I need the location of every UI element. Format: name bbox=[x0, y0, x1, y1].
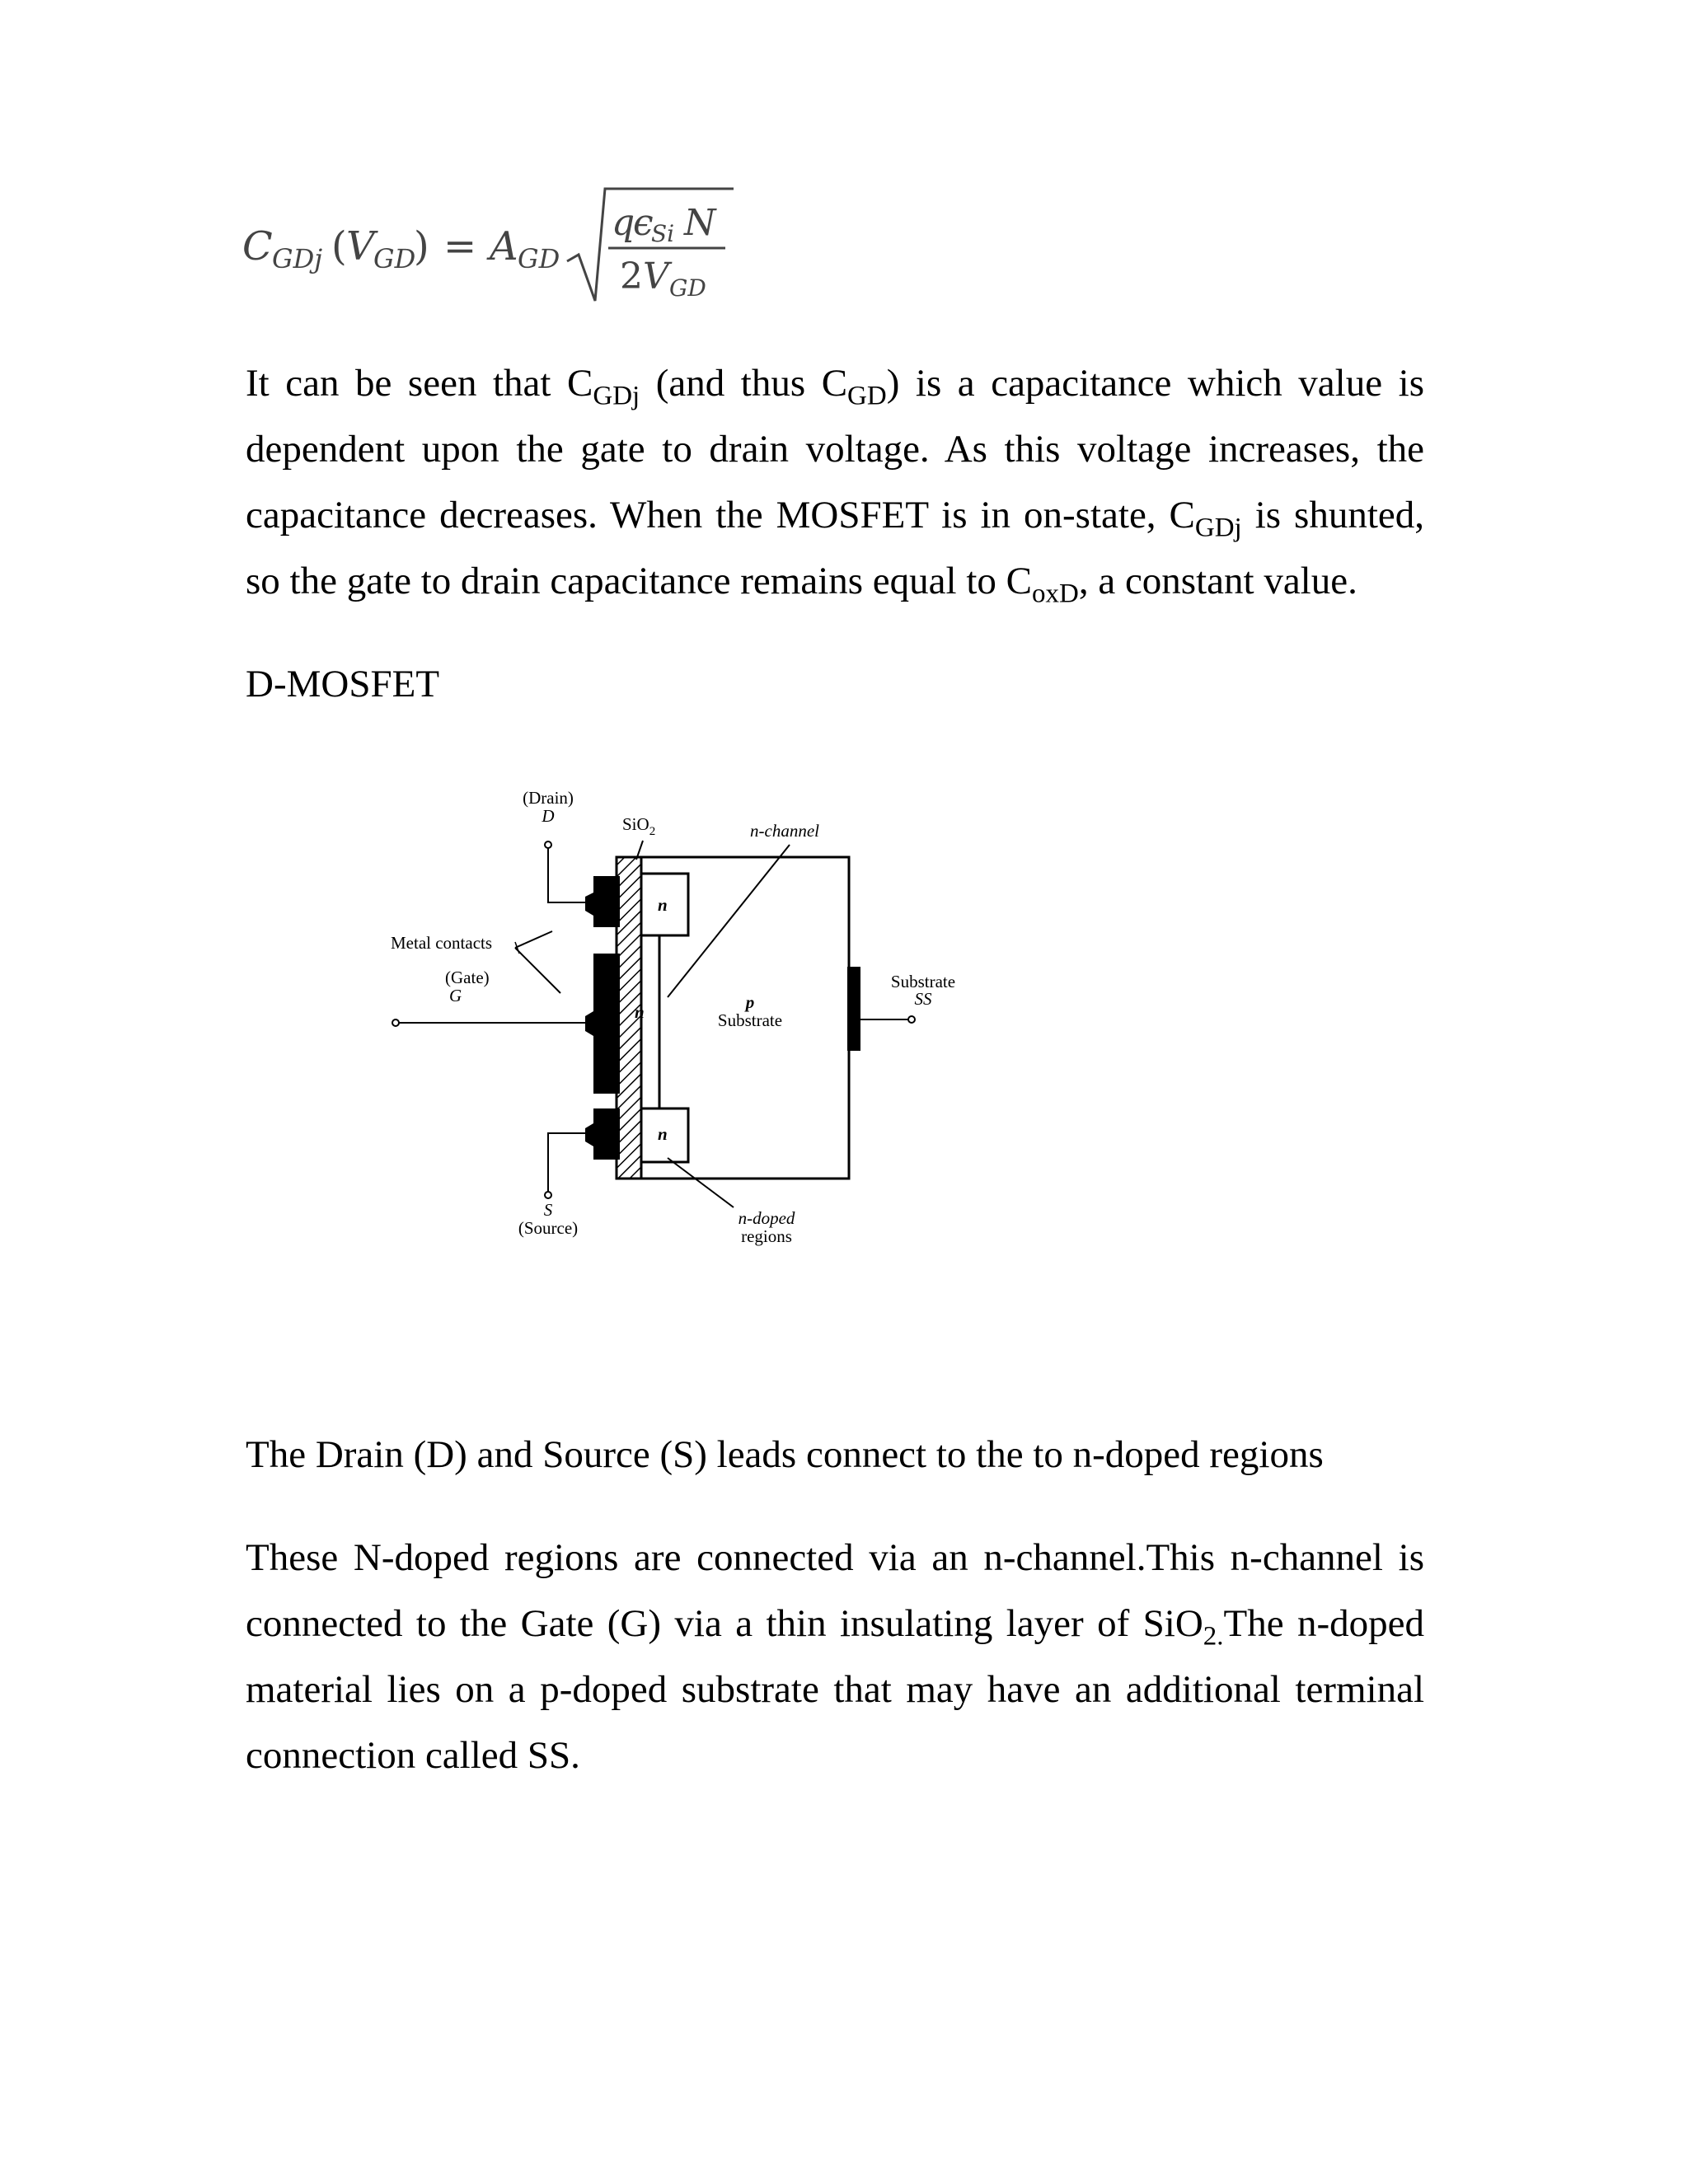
n-label-bottom: n bbox=[658, 1124, 668, 1144]
formula-a-symbol: A bbox=[490, 223, 518, 269]
formula-lhs-arg: V bbox=[346, 223, 375, 269]
n-label-middle: n bbox=[635, 1002, 645, 1022]
para1-text-5: , a constant value. bbox=[1078, 560, 1357, 602]
metal-contacts-label: Metal contacts bbox=[391, 933, 493, 953]
para1-text-1: It can be seen that C bbox=[246, 362, 593, 405]
para1-sub-2: GD bbox=[847, 381, 887, 411]
substrate-right-label: Substrate bbox=[890, 972, 956, 991]
paragraph-capacitance bbox=[246, 350, 1424, 614]
para3-sub-1: 2. bbox=[1203, 1621, 1224, 1652]
n-label-top: n bbox=[658, 895, 668, 915]
formula-den-two: 2 bbox=[620, 255, 643, 298]
n-channel-label: n-channel bbox=[750, 821, 819, 841]
substrate-metal-contact bbox=[847, 967, 860, 1051]
para1-text-2: (and thus C bbox=[640, 362, 848, 405]
drain-letter: D bbox=[542, 806, 555, 826]
svg-text:): ) bbox=[414, 223, 429, 269]
formula-num-q: q bbox=[612, 202, 635, 244]
para3-text-2: The n-doped material lies on a p-doped substrate that may have an additional terminal connection called SS. bbox=[246, 1602, 1424, 1777]
drain-lead bbox=[548, 848, 585, 902]
formula-den-v: V bbox=[643, 255, 669, 298]
sio2-label: SiO$_2$ bbox=[622, 814, 656, 838]
formula-num-eps: ϵ bbox=[633, 202, 654, 244]
formula-num-eps-sub: Si bbox=[651, 220, 675, 247]
ss-letter: SS bbox=[914, 989, 932, 1009]
drain-metal-contact bbox=[593, 876, 620, 927]
capacitance-formula bbox=[239, 185, 750, 309]
para1-sub-3: GDj bbox=[1194, 513, 1242, 543]
formula-num-n: N bbox=[684, 202, 716, 244]
gate-metal-contact bbox=[593, 954, 620, 1094]
source-metal-contact bbox=[593, 1108, 620, 1160]
d-mosfet-diagram bbox=[387, 779, 981, 1257]
para3-text-1: These N-doped regions are connected via an n-channel.This n-channel is connected to the Gate (G) via a thin insulating layer of SiO bbox=[246, 1536, 1424, 1645]
source-label: (Source) bbox=[518, 1218, 579, 1238]
drain-label: (Drain) bbox=[523, 788, 574, 808]
source-letter: S bbox=[543, 1200, 553, 1220]
formula-den-v-sub: GD bbox=[669, 274, 706, 302]
n-doped-label-1: n-doped bbox=[738, 1208, 795, 1228]
gate-letter: G bbox=[449, 986, 462, 1005]
section-heading: D-MOSFET bbox=[246, 663, 440, 705]
source-lead bbox=[548, 1133, 585, 1192]
paragraph-leads: The Drain (D) and Source (S) leads connect to the to n-doped regions bbox=[246, 1433, 1324, 1476]
formula-equals: = bbox=[443, 223, 477, 269]
formula-lhs-arg-sub: GD bbox=[373, 243, 416, 274]
formula-a-sub: GD bbox=[518, 243, 560, 274]
gate-label: (Gate) bbox=[445, 968, 490, 987]
para1-sub-4: oxD bbox=[1031, 579, 1079, 609]
formula-lhs-sub: GDj bbox=[272, 243, 323, 274]
p-label: p bbox=[745, 992, 755, 1012]
n-doped-label-2: regions bbox=[741, 1226, 792, 1246]
para1-text-4: is shunted, so the gate to drain capacitance remains equal to C bbox=[246, 494, 1424, 602]
svg-text:(: ( bbox=[331, 223, 347, 269]
para1-text-3: ) is a capacitance which value is dependent upon the gate to drain voltage. As this voltage increases, the capacitance decreases. When the MOSFET is in on-state, C bbox=[246, 362, 1424, 537]
paragraph-n-channel bbox=[246, 1525, 1424, 1788]
substrate-label: Substrate bbox=[717, 1010, 783, 1030]
para1-sub-1: GDj bbox=[593, 381, 640, 411]
formula-lhs-symbol: C bbox=[242, 223, 273, 269]
